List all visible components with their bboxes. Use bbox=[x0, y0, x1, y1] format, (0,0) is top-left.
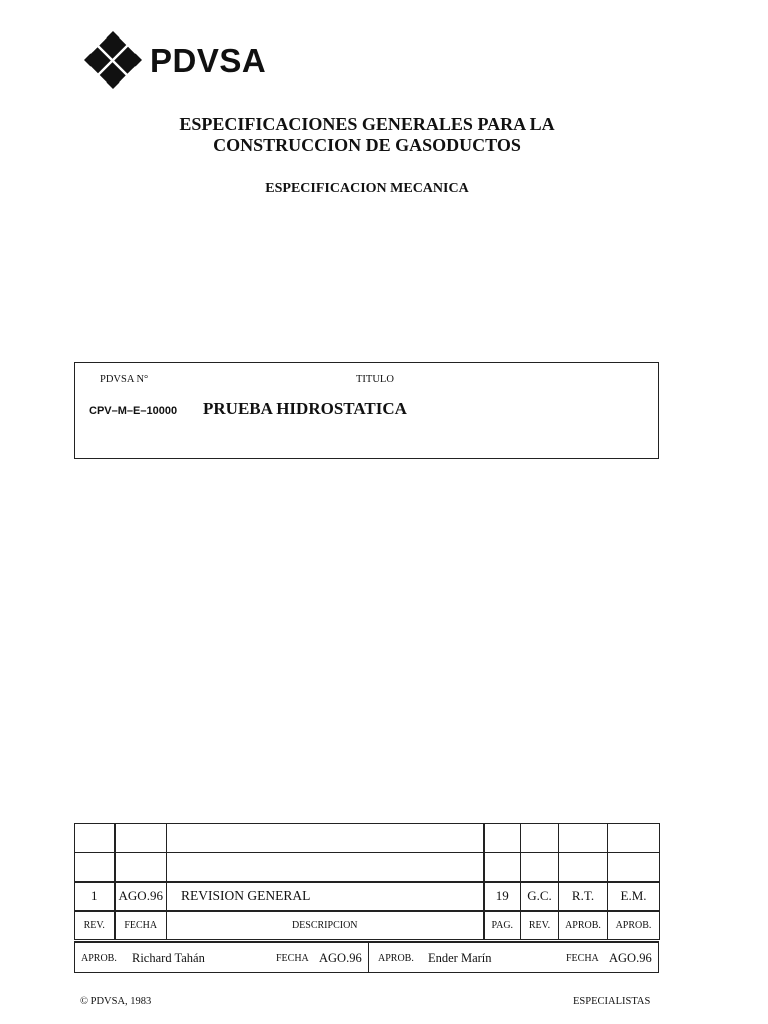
pdvsa-logo-icon bbox=[84, 31, 142, 89]
approval-right-date-label: FECHA bbox=[566, 953, 599, 964]
rev-number: 1 bbox=[75, 882, 115, 911]
document-title-line1: ESPECIFICACIONES GENERALES PARA LA bbox=[179, 114, 555, 134]
copyright-notice: © PDVSA, 1983 bbox=[80, 996, 152, 1007]
header-aprob-1: APROB. bbox=[559, 911, 608, 940]
header-aprob-2: APROB. bbox=[608, 911, 660, 940]
header-rev: REV. bbox=[75, 911, 115, 940]
brand-name: PDVSA bbox=[150, 42, 267, 79]
rev-pages: 19 bbox=[484, 882, 521, 911]
revision-table bbox=[74, 823, 660, 940]
document-number: CPV–M–E–10000 bbox=[89, 405, 178, 417]
rev-description: REVISION GENERAL bbox=[167, 882, 484, 911]
approval-row bbox=[74, 941, 659, 973]
approval-right-name: Ender Marín bbox=[428, 951, 492, 965]
footer-department: ESPECIALISTAS bbox=[573, 996, 651, 1007]
empty-revision-row bbox=[75, 853, 660, 882]
header-fecha: FECHA bbox=[115, 911, 167, 940]
approval-left-name: Richard Tahán bbox=[132, 951, 205, 965]
title-box bbox=[74, 362, 659, 459]
document-topic-title: PRUEBA HIDROSTATICA bbox=[203, 399, 407, 418]
document-subtitle: ESPECIFICACION MECANICA bbox=[265, 181, 469, 196]
approval-left-label: APROB. bbox=[81, 953, 117, 964]
rev-reviewer: G.C. bbox=[521, 882, 559, 911]
approval-left-date: AGO.96 bbox=[319, 951, 362, 965]
header-pag: PAG. bbox=[484, 911, 521, 940]
header-rev-by: REV. bbox=[521, 911, 559, 940]
approval-right-label: APROB. bbox=[378, 953, 414, 964]
approval-divider bbox=[368, 943, 369, 972]
empty-revision-row bbox=[75, 824, 660, 853]
header-descripcion: DESCRIPCION bbox=[167, 911, 484, 940]
revision-header-row bbox=[75, 911, 660, 940]
rev-date: AGO.96 bbox=[115, 882, 167, 911]
number-label: PDVSA N° bbox=[100, 374, 149, 385]
rev-approver-2: E.M. bbox=[608, 882, 660, 911]
approval-left-date-label: FECHA bbox=[276, 953, 309, 964]
document-title-line2: CONSTRUCCION DE GASODUCTOS bbox=[213, 135, 521, 155]
approval-right-date: AGO.96 bbox=[609, 951, 652, 965]
revision-row bbox=[75, 882, 660, 911]
title-label: TITULO bbox=[356, 374, 394, 385]
rev-approver-1: R.T. bbox=[559, 882, 608, 911]
